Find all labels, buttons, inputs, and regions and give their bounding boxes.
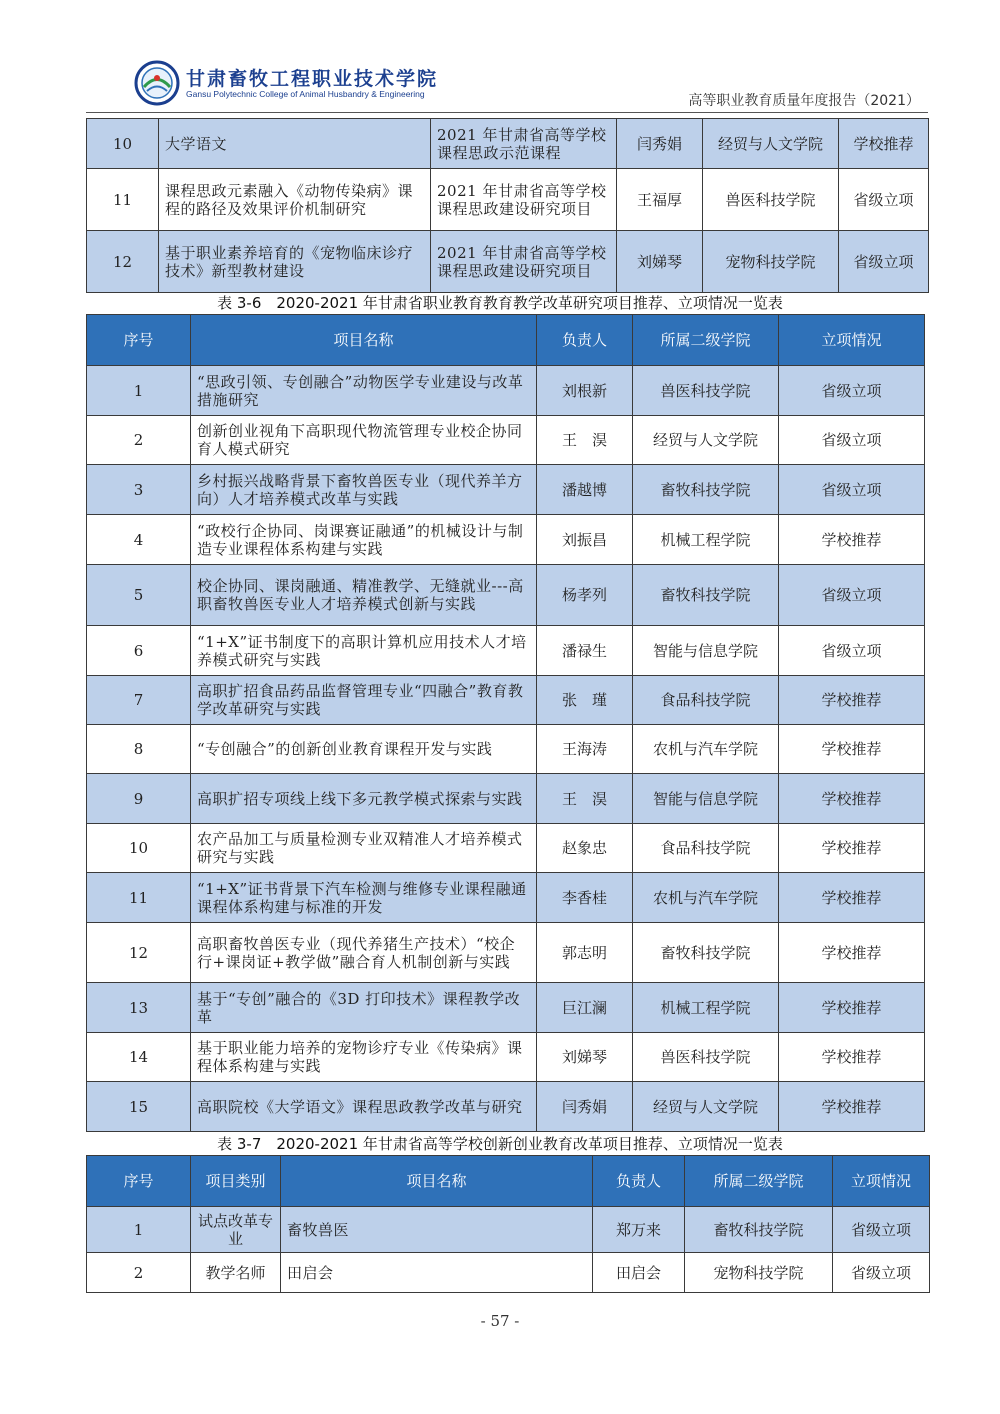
cell-person: 王福厚 <box>617 169 703 231</box>
table-row <box>87 366 925 416</box>
cell-college: 畜牧科技学院 <box>633 565 779 626</box>
cell-status: 学校推荐 <box>779 923 925 983</box>
cell-name: 课程思政元素融入《动物传染病》课程的路径及效果评价机制研究 <box>159 169 431 231</box>
cell-status: 学校推荐 <box>779 1082 925 1132</box>
cell-college: 农机与汽车学院 <box>633 873 779 923</box>
cell-status: 学校推荐 <box>779 1033 925 1082</box>
header-college: 所属二级学院 <box>685 1156 833 1207</box>
cell-name: “专创融合”的创新创业教育课程开发与实践 <box>191 725 537 774</box>
header-no: 序号 <box>87 1156 191 1207</box>
cell-name: 基于“专创”融合的《3D 打印技术》课程教学改革 <box>191 983 537 1033</box>
cell-no: 3 <box>87 465 191 515</box>
continued-course-table <box>86 118 929 293</box>
innovation-reform-table <box>86 1155 930 1293</box>
cell-person: 刘娣琴 <box>617 231 703 293</box>
cell-name: 高职畜牧兽医专业（现代养猪生产技术）“校企行+课岗证+教学做”融合育人机制创新与实践 <box>191 923 537 983</box>
cell-college: 宠物科技学院 <box>703 231 839 293</box>
cell-no: 2 <box>87 1253 191 1293</box>
cell-college: 兽医科技学院 <box>633 366 779 416</box>
table-row <box>87 1033 925 1082</box>
table-caption-3-7: 表 3-7 2020-2021 年甘肃省高等学校创新创业教育改革项目推荐、立项情况一览表 <box>217 1135 783 1153</box>
cell-person: 郭志明 <box>537 923 633 983</box>
cell-college: 农机与汽车学院 <box>633 725 779 774</box>
cell-name: 高职扩招食品药品监督管理专业“四融合”教育教学改革研究与实践 <box>191 676 537 725</box>
cell-no: 6 <box>87 626 191 676</box>
cell-status: 省级立项 <box>779 416 925 465</box>
cell-category: 2021 年甘肃省高等学校课程思政示范课程 <box>431 119 617 169</box>
table-row <box>87 515 925 565</box>
cell-name: “政校行企协同、岗课赛证融通”的机械设计与制造专业课程体系构建与实践 <box>191 515 537 565</box>
cell-person: 刘娣琴 <box>537 1033 633 1082</box>
cell-no: 10 <box>87 119 159 169</box>
cell-person: 刘根新 <box>537 366 633 416</box>
table-row <box>87 983 925 1033</box>
cell-name: 基于职业能力培养的宠物诊疗专业《传染病》课程体系构建与实践 <box>191 1033 537 1082</box>
cell-name: 创新创业视角下高职现代物流管理专业校企协同育人模式研究 <box>191 416 537 465</box>
school-name-cn: 甘肃畜牧工程职业技术学院 <box>186 68 439 90</box>
cell-no: 5 <box>87 565 191 626</box>
table-row <box>87 231 929 293</box>
cell-name: 农产品加工与质量检测专业双精准人才培养模式研究与实践 <box>191 824 537 873</box>
header-status: 立项情况 <box>833 1156 930 1207</box>
cell-name: 高职院校《大学语文》课程思政教学改革与研究 <box>191 1082 537 1132</box>
cell-person: 赵象忠 <box>537 824 633 873</box>
cell-name: “1+X”证书背景下汽车检测与维修专业课程融通课程体系构建与标准的开发 <box>191 873 537 923</box>
cell-name: 畜牧兽医 <box>281 1207 593 1253</box>
cell-person: 闫秀娟 <box>617 119 703 169</box>
cell-status: 省级立项 <box>779 366 925 416</box>
cell-status: 学校推荐 <box>779 774 925 824</box>
cell-college: 兽医科技学院 <box>633 1033 779 1082</box>
cell-status: 省级立项 <box>779 565 925 626</box>
table-row <box>87 824 925 873</box>
cell-status: 学校推荐 <box>839 119 929 169</box>
table-caption-3-6: 表 3-6 2020-2021 年甘肃省职业教育教育教学改革研究项目推荐、立项情况一览表 <box>217 294 783 312</box>
cell-no: 10 <box>87 824 191 873</box>
cell-no: 13 <box>87 983 191 1033</box>
cell-college: 经贸与人文学院 <box>633 416 779 465</box>
cell-status: 学校推荐 <box>779 515 925 565</box>
cell-college: 智能与信息学院 <box>633 774 779 824</box>
cell-category: 2021 年甘肃省高等学校课程思政建设研究项目 <box>431 231 617 293</box>
cell-status: 省级立项 <box>833 1207 930 1253</box>
table-header-row <box>87 315 925 366</box>
cell-no: 8 <box>87 725 191 774</box>
cell-person: 王 淏 <box>537 416 633 465</box>
table-row <box>87 119 929 169</box>
cell-person: 张 瑾 <box>537 676 633 725</box>
cell-college: 食品科技学院 <box>633 824 779 873</box>
cell-person: 王海涛 <box>537 725 633 774</box>
cell-status: 省级立项 <box>839 231 929 293</box>
header-project-name: 项目名称 <box>191 315 537 366</box>
cell-status: 省级立项 <box>833 1253 930 1293</box>
cell-person: 潘越博 <box>537 465 633 515</box>
cell-college: 智能与信息学院 <box>633 626 779 676</box>
cell-name: 校企协同、课岗融通、精准教学、无缝就业---高职畜牧兽医专业人才培养模式创新与实践 <box>191 565 537 626</box>
cell-name: 基于职业素养培育的《宠物临床诊疗技术》新型教材建设 <box>159 231 431 293</box>
cell-college: 畜牧科技学院 <box>633 465 779 515</box>
cell-status: 学校推荐 <box>779 873 925 923</box>
cell-person: 王 淏 <box>537 774 633 824</box>
table-row <box>87 1207 930 1253</box>
cell-person: 刘振昌 <box>537 515 633 565</box>
cell-no: 12 <box>87 231 159 293</box>
cell-college: 畜牧科技学院 <box>685 1207 833 1253</box>
cell-name: “思政引领、专创融合”动物医学专业建设与改革措施研究 <box>191 366 537 416</box>
table-row <box>87 416 925 465</box>
cell-category: 2021 年甘肃省高等学校课程思政建设研究项目 <box>431 169 617 231</box>
table-row <box>87 465 925 515</box>
header-person: 负责人 <box>593 1156 685 1207</box>
cell-status: 省级立项 <box>779 465 925 515</box>
cell-person: 田启会 <box>593 1253 685 1293</box>
table-row <box>87 169 929 231</box>
header-college: 所属二级学院 <box>633 315 779 366</box>
cell-no: 12 <box>87 923 191 983</box>
header-status: 立项情况 <box>779 315 925 366</box>
table-row <box>87 1082 925 1132</box>
school-logo-icon <box>134 60 180 106</box>
cell-no: 2 <box>87 416 191 465</box>
cell-category: 教学名师 <box>191 1253 281 1293</box>
cell-name: 大学语文 <box>159 119 431 169</box>
cell-no: 9 <box>87 774 191 824</box>
table-row <box>87 725 925 774</box>
cell-person: 李香桂 <box>537 873 633 923</box>
cell-person: 郑万来 <box>593 1207 685 1253</box>
table-header-row <box>87 1156 930 1207</box>
cell-status: 学校推荐 <box>779 983 925 1033</box>
cell-no: 11 <box>87 873 191 923</box>
cell-person: 闫秀娟 <box>537 1082 633 1132</box>
cell-status: 省级立项 <box>779 626 925 676</box>
cell-status: 学校推荐 <box>779 824 925 873</box>
cell-college: 经贸与人文学院 <box>633 1082 779 1132</box>
table-row <box>87 626 925 676</box>
cell-name: 田启会 <box>281 1253 593 1293</box>
cell-name: “1+X”证书制度下的高职计算机应用技术人才培养模式研究与实践 <box>191 626 537 676</box>
cell-college: 机械工程学院 <box>633 515 779 565</box>
cell-no: 14 <box>87 1033 191 1082</box>
cell-no: 4 <box>87 515 191 565</box>
header-divider <box>86 112 928 113</box>
cell-name: 乡村振兴战略背景下畜牧兽医专业（现代养羊方向）人才培养模式改革与实践 <box>191 465 537 515</box>
table-row <box>87 774 925 824</box>
cell-status: 学校推荐 <box>779 676 925 725</box>
table-row <box>87 565 925 626</box>
cell-no: 15 <box>87 1082 191 1132</box>
table-row <box>87 923 925 983</box>
cell-no: 1 <box>87 1207 191 1253</box>
page-header <box>130 60 920 112</box>
report-title: 高等职业教育质量年度报告（2021） <box>688 93 920 109</box>
table-row <box>87 873 925 923</box>
school-name-en: Gansu Polytechnic College of Animal Husbandry & Engineering <box>186 89 425 99</box>
cell-college: 食品科技学院 <box>633 676 779 725</box>
cell-college: 兽医科技学院 <box>703 169 839 231</box>
header-no: 序号 <box>87 315 191 366</box>
cell-college: 机械工程学院 <box>633 983 779 1033</box>
cell-college: 宠物科技学院 <box>685 1253 833 1293</box>
header-project-name: 项目名称 <box>281 1156 593 1207</box>
table-row <box>87 676 925 725</box>
cell-category: 试点改革专业 <box>191 1207 281 1253</box>
cell-status: 学校推荐 <box>779 725 925 774</box>
page-number: - 57 - <box>480 1312 520 1330</box>
cell-person: 杨孝列 <box>537 565 633 626</box>
cell-no: 7 <box>87 676 191 725</box>
header-category: 项目类别 <box>191 1156 281 1207</box>
cell-no: 11 <box>87 169 159 231</box>
cell-person: 潘禄生 <box>537 626 633 676</box>
cell-no: 1 <box>87 366 191 416</box>
cell-person: 巨江澜 <box>537 983 633 1033</box>
cell-college: 经贸与人文学院 <box>703 119 839 169</box>
cell-name: 高职扩招专项线上线下多元教学模式探索与实践 <box>191 774 537 824</box>
header-person: 负责人 <box>537 315 633 366</box>
teaching-reform-table <box>86 314 925 1132</box>
cell-status: 省级立项 <box>839 169 929 231</box>
cell-college: 畜牧科技学院 <box>633 923 779 983</box>
table-row <box>87 1253 930 1293</box>
